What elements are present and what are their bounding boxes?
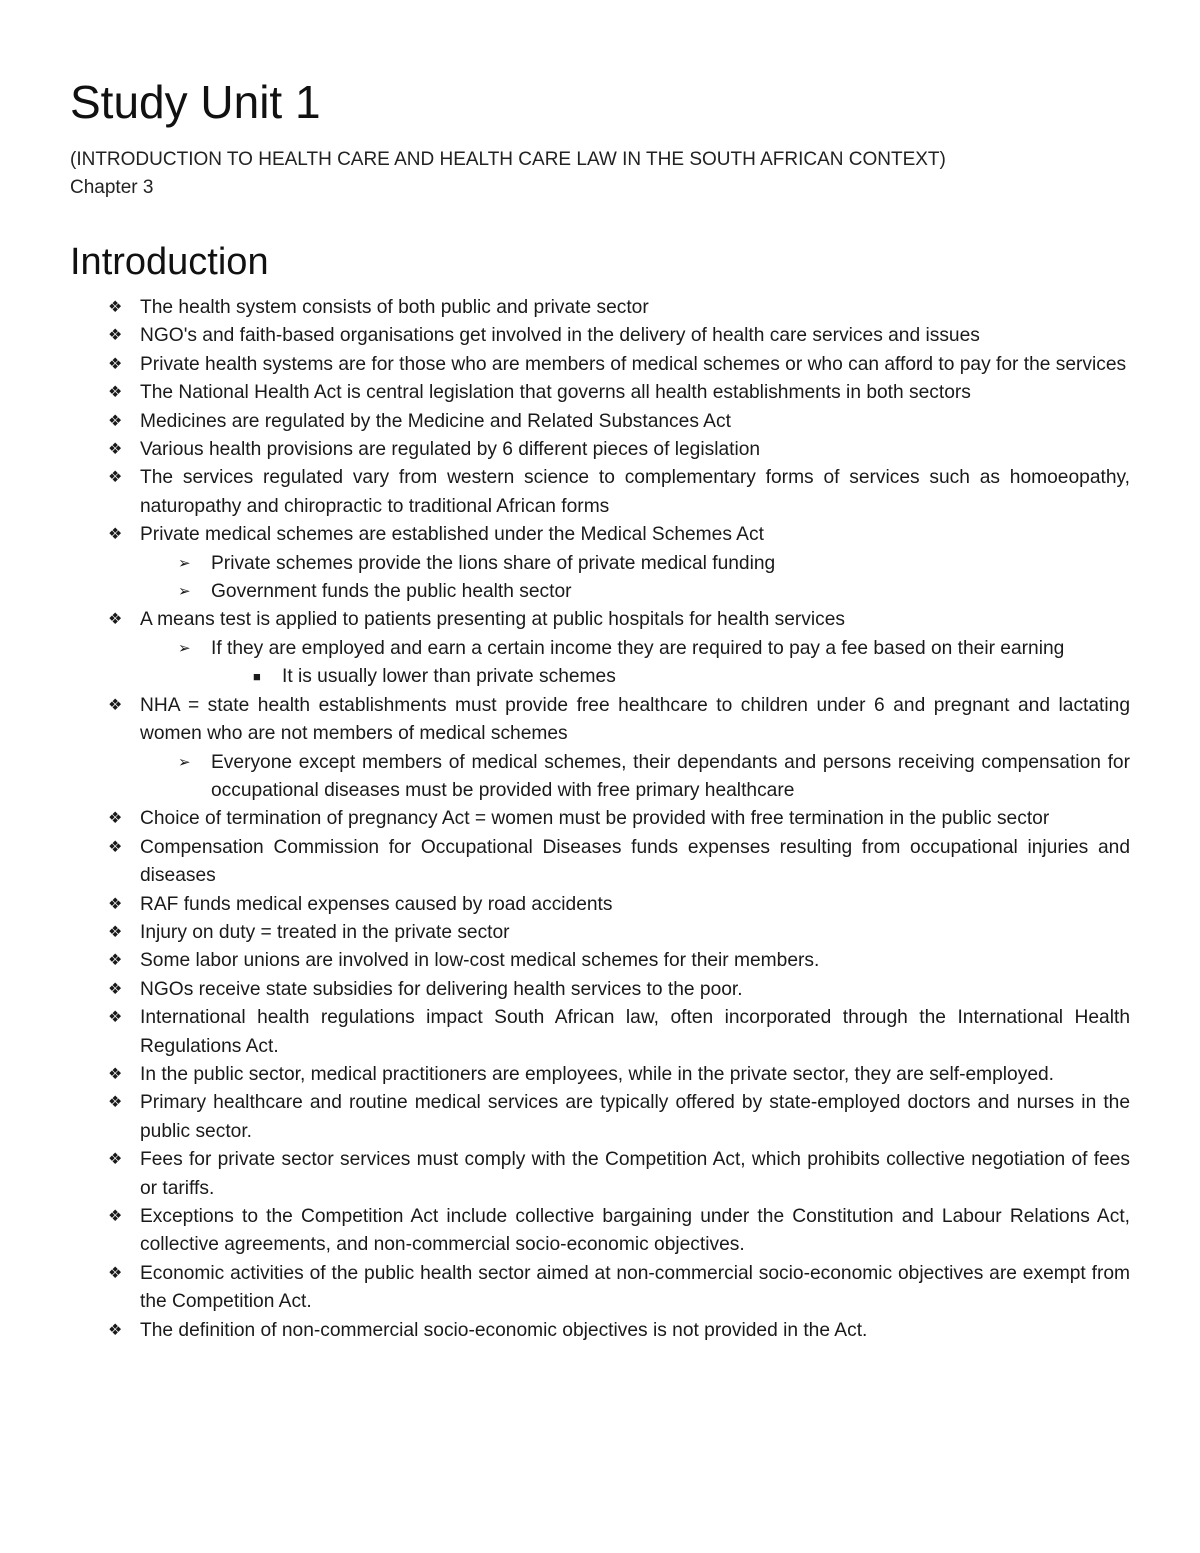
diamond-bullet-icon: ❖ <box>108 355 123 373</box>
diamond-bullet-icon: ❖ <box>108 469 123 487</box>
list-item <box>70 692 1130 749</box>
list-item <box>70 379 1130 407</box>
list-item-text: It is usually lower than private schemes <box>282 666 616 688</box>
diamond-bullet-icon: ❖ <box>108 838 123 856</box>
list-item-text: RAF funds medical expenses caused by road accidents <box>140 893 613 915</box>
diamond-bullet-icon: ❖ <box>108 1009 123 1027</box>
list-item-text: In the public sector, medical practitioners are employees, while in the private sector, they are self-employed. <box>140 1063 1054 1085</box>
list-item <box>70 436 1130 464</box>
list-item-text: A means test is applied to patients presenting at public hospitals for health services <box>140 609 846 631</box>
diamond-bullet-icon: ❖ <box>108 980 123 998</box>
list-item <box>70 919 1130 947</box>
chapter-label: Chapter 3 <box>70 177 154 198</box>
list-item <box>70 464 1130 521</box>
diamond-bullet-icon: ❖ <box>108 299 123 316</box>
document-page <box>70 72 1130 1345</box>
page-subtitle: (INTRODUCTION TO HEALTH CARE AND HEALTH CARE LAW IN THE SOUTH AFRICAN CONTEXT) <box>70 149 946 170</box>
list-item-text: Government funds the public health sector <box>211 581 572 603</box>
diamond-bullet-icon: ❖ <box>108 1094 123 1112</box>
list-item <box>70 976 1130 1004</box>
arrow-bullet-icon: ➢ <box>178 639 191 657</box>
list-item <box>70 521 1130 549</box>
diamond-bullet-icon: ❖ <box>108 1151 123 1169</box>
list-item <box>70 635 1130 663</box>
list-item-text: Everyone except members of medical schemes, their dependants and persons receiving compensation for occupational diseases must be provided with free primary healthcare <box>211 751 1130 801</box>
diamond-bullet-icon: ❖ <box>108 952 123 970</box>
list-item <box>70 294 1130 322</box>
list-item <box>70 606 1130 634</box>
list-item <box>70 891 1130 919</box>
diamond-bullet-icon: ❖ <box>108 810 123 828</box>
list-item-text: Some labor unions are involved in low-cost medical schemes for their members. <box>140 950 820 972</box>
list-item <box>70 550 1130 578</box>
list-item-text: The National Health Act is central legislation that governs all health establishments in both sectors <box>140 382 971 404</box>
arrow-bullet-icon: ➢ <box>178 753 191 771</box>
list-item <box>70 663 1130 691</box>
list-item <box>70 834 1130 891</box>
list-item-text: The services regulated vary from western science to complementary forms of services such as homoeopathy, naturopathy and chiropractic to traditional African forms <box>140 467 1130 517</box>
diamond-bullet-icon: ❖ <box>108 327 123 345</box>
diamond-bullet-icon: ❖ <box>108 895 123 913</box>
diamond-bullet-icon: ❖ <box>108 1321 123 1339</box>
list-item <box>70 1061 1130 1089</box>
list-item-text: Fees for private sector services must comply with the Competition Act, which prohibits collective negotiation of fees or tariffs. <box>140 1149 1130 1199</box>
list-item-text: Private health systems are for those who are members of medical schemes or who can afford to pay for the services <box>140 353 1127 375</box>
list-item <box>70 1089 1130 1146</box>
list-item-text: Economic activities of the public health sector aimed at non-commercial socio-economic objectives are exempt from the Competition Act. <box>140 1262 1130 1313</box>
section-heading: Introduction <box>70 241 269 283</box>
diamond-bullet-icon: ❖ <box>108 526 123 544</box>
arrow-bullet-icon: ➢ <box>178 554 191 572</box>
list-item-text: Primary healthcare and routine medical services are typically offered by state-employed doctors and nurses in the public sector. <box>140 1092 1130 1142</box>
diamond-bullet-icon: ❖ <box>108 1208 123 1225</box>
bullet-list <box>70 294 1130 1345</box>
list-item-text: Private schemes provide the lions share of private medical funding <box>211 552 776 574</box>
list-item-text: Exceptions to the Competition Act include collective bargaining under the Constitution and Labour Relations Act, collective agreements, and non-commercial socio-economic objectives. <box>140 1206 1130 1256</box>
diamond-bullet-icon: ❖ <box>108 384 123 402</box>
list-item-text: Various health provisions are regulated by 6 different pieces of legislation <box>140 439 761 461</box>
diamond-bullet-icon: ❖ <box>108 1264 123 1282</box>
diamond-bullet-icon: ❖ <box>108 696 123 714</box>
list-item-text: Private medical schemes are established under the Medical Schemes Act <box>140 524 764 546</box>
list-item-text: Compensation Commission for Occupational Diseases funds expenses resulting from occupational injuries and diseases <box>140 836 1130 887</box>
list-item-text: NGOs receive state subsidies for delivering health services to the poor. <box>140 978 743 1000</box>
list-item <box>70 1004 1130 1061</box>
list-item-text: NHA = state health establishments must provide free healthcare to children under 6 and pregnant and lactating women who are not members of medical schemes <box>140 694 1130 745</box>
arrow-bullet-icon: ➢ <box>178 583 191 601</box>
list-item <box>70 1317 1130 1345</box>
list-item <box>70 805 1130 833</box>
list-item-text: NGO's and faith-based organisations get involved in the delivery of health care services and issues <box>140 325 980 347</box>
list-item <box>70 749 1130 806</box>
list-item <box>70 1146 1130 1203</box>
list-item <box>70 1203 1130 1260</box>
list-item <box>70 322 1130 350</box>
list-item <box>70 408 1130 436</box>
list-item <box>70 351 1130 379</box>
list-item-text: Injury on duty = treated in the private sector <box>140 921 510 943</box>
list-item-text: The definition of non-commercial socio-economic objectives is not provided in the Act. <box>140 1319 868 1341</box>
diamond-bullet-icon: ❖ <box>108 611 123 629</box>
list-item-text: Medicines are regulated by the Medicine and Related Substances Act <box>140 410 731 432</box>
square-bullet-icon: ■ <box>253 669 261 685</box>
diamond-bullet-icon: ❖ <box>108 923 123 941</box>
list-item <box>70 1260 1130 1317</box>
list-item-text: Choice of termination of pregnancy Act = women must be provided with free termination in the public sector <box>140 808 1050 830</box>
page-title: Study Unit 1 <box>70 76 321 128</box>
diamond-bullet-icon: ❖ <box>108 441 123 459</box>
list-item <box>70 578 1130 606</box>
list-item-text: If they are employed and earn a certain income they are required to pay a fee based on their earning <box>211 637 1065 659</box>
list-item-text: The health system consists of both public and private sector <box>140 297 649 318</box>
diamond-bullet-icon: ❖ <box>108 1065 123 1083</box>
list-item-text: International health regulations impact South African law, often incorporated through the International Health Regulations Act. <box>140 1007 1130 1057</box>
list-item <box>70 947 1130 975</box>
diamond-bullet-icon: ❖ <box>108 412 123 430</box>
